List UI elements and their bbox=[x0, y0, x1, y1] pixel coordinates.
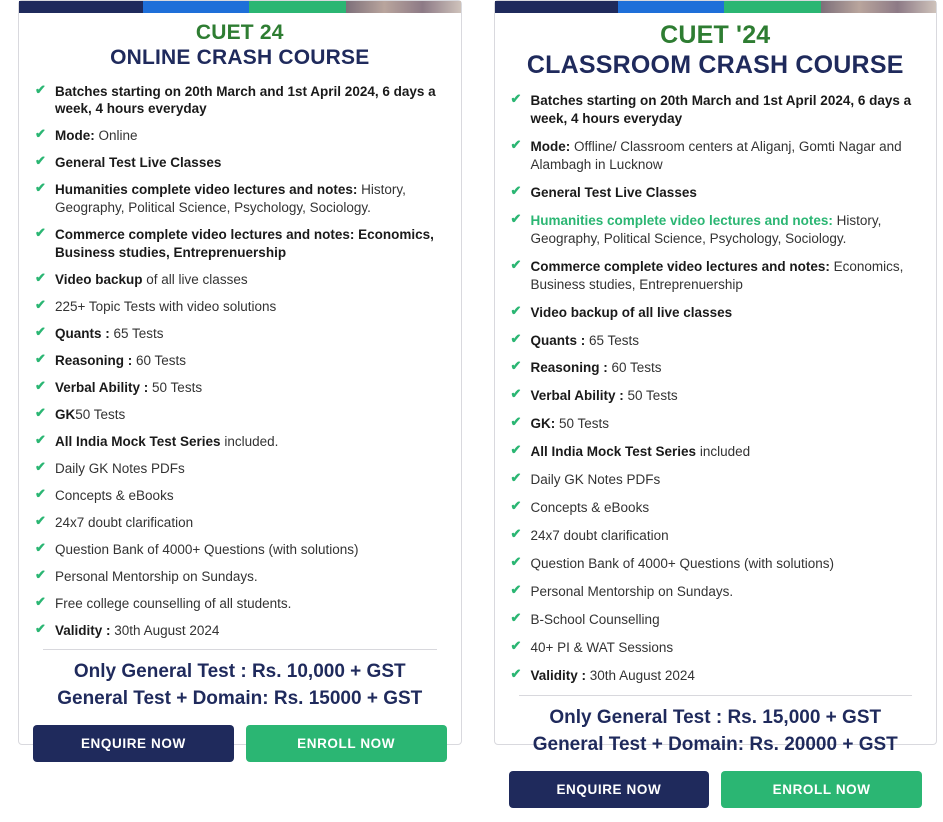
classroom-crash-course-card bbox=[494, 0, 938, 798]
check-icon: ✔ bbox=[35, 512, 46, 528]
feature-text: 40+ PI & WAT Sessions bbox=[530, 640, 674, 656]
check-icon: ✔ bbox=[510, 665, 522, 681]
feature-item bbox=[35, 622, 445, 640]
feature-label: Validity : bbox=[530, 667, 587, 683]
feature-text: Economics, Business studies, Entreprenuership bbox=[530, 258, 904, 292]
feature-list-right bbox=[495, 92, 937, 685]
feature-label: Verbal Ability : bbox=[530, 388, 624, 404]
feature-text: Daily GK Notes PDFs bbox=[530, 472, 661, 488]
feature-label: Verbal Ability : bbox=[55, 379, 149, 395]
check-icon: ✔ bbox=[510, 182, 522, 198]
feature-item bbox=[35, 406, 445, 424]
price-block-right bbox=[495, 696, 937, 765]
feature-list-left bbox=[19, 83, 461, 640]
feature-label: Humanities complete video lectures and notes: bbox=[530, 212, 833, 228]
feature-item bbox=[511, 583, 921, 601]
feature-label: Commerce complete video lectures and notes: bbox=[530, 258, 830, 274]
feature-item bbox=[35, 433, 445, 451]
check-icon: ✔ bbox=[35, 404, 46, 420]
feature-item bbox=[35, 271, 445, 289]
feature-label: GK bbox=[55, 406, 76, 422]
feature-text: 225+ Topic Tests with video solutions bbox=[55, 299, 277, 315]
check-icon: ✔ bbox=[510, 358, 522, 374]
price-line-2: General Test + Domain: Rs. 15000 + GST bbox=[57, 688, 423, 710]
feature-text: B-School Counselling bbox=[530, 612, 660, 628]
feature-item bbox=[35, 181, 445, 217]
card-title bbox=[19, 13, 461, 73]
feature-item bbox=[511, 611, 921, 629]
feature-item bbox=[511, 667, 921, 685]
feature-text: 50 Tests bbox=[75, 406, 126, 422]
feature-text: 50 Tests bbox=[555, 416, 610, 432]
banner-segment-blue bbox=[618, 1, 724, 13]
feature-item bbox=[35, 595, 445, 613]
feature-text: 65 Tests bbox=[109, 326, 164, 342]
cta-row-right bbox=[495, 765, 937, 822]
price-line-1: Only General Test : Rs. 15,000 + GST bbox=[549, 706, 882, 728]
feature-text: 24x7 doubt clarification bbox=[55, 514, 194, 530]
feature-label: Quants : bbox=[530, 332, 586, 348]
feature-item bbox=[35, 460, 445, 478]
check-icon: ✔ bbox=[510, 442, 522, 458]
feature-item bbox=[511, 527, 921, 545]
enroll-now-button[interactable]: ENROLL NOW bbox=[246, 725, 447, 762]
check-icon: ✔ bbox=[510, 498, 522, 514]
feature-label: GK: bbox=[530, 416, 556, 432]
feature-text: History, Geography, Political Science, Psychology, Sociology. bbox=[55, 182, 406, 216]
feature-item bbox=[35, 541, 445, 559]
feature-item bbox=[35, 514, 445, 532]
check-icon: ✔ bbox=[510, 386, 522, 402]
feature-item bbox=[511, 471, 921, 489]
check-icon: ✔ bbox=[35, 270, 46, 286]
check-icon: ✔ bbox=[510, 210, 522, 226]
enquire-now-button[interactable]: ENQUIRE NOW bbox=[509, 771, 710, 808]
feature-text: Concepts & eBooks bbox=[530, 500, 650, 516]
check-icon: ✔ bbox=[35, 297, 46, 313]
feature-text: Concepts & eBooks bbox=[55, 487, 174, 503]
check-icon: ✔ bbox=[35, 180, 46, 196]
feature-text: Question Bank of 4000+ Questions (with solutions) bbox=[55, 541, 359, 557]
feature-item bbox=[35, 127, 445, 145]
check-icon: ✔ bbox=[510, 302, 522, 318]
check-icon: ✔ bbox=[35, 377, 46, 393]
feature-item bbox=[511, 304, 921, 322]
banner-segment-green bbox=[249, 1, 346, 13]
check-icon: ✔ bbox=[510, 256, 522, 272]
feature-item bbox=[35, 298, 445, 316]
check-icon: ✔ bbox=[510, 526, 522, 542]
check-icon: ✔ bbox=[510, 610, 522, 626]
cta-row-left bbox=[19, 719, 461, 776]
banner-segment-navy bbox=[495, 1, 619, 13]
banner-segment-navy bbox=[19, 1, 143, 13]
feature-item bbox=[511, 258, 921, 294]
feature-text: 65 Tests bbox=[585, 332, 640, 348]
feature-item bbox=[511, 212, 921, 248]
check-icon: ✔ bbox=[35, 225, 46, 241]
feature-item bbox=[511, 359, 921, 377]
feature-text: included bbox=[696, 444, 751, 460]
check-icon: ✔ bbox=[510, 554, 522, 570]
feature-label: Mode: bbox=[55, 128, 95, 144]
check-icon: ✔ bbox=[35, 566, 46, 582]
card-title bbox=[495, 13, 937, 82]
feature-text: 50 Tests bbox=[148, 379, 203, 395]
price-line-1: Only General Test : Rs. 10,000 + GST bbox=[73, 660, 406, 682]
feature-label: Validity : bbox=[55, 622, 111, 638]
banner-segment-blue bbox=[143, 1, 249, 13]
check-icon: ✔ bbox=[35, 431, 46, 447]
feature-item bbox=[35, 226, 445, 262]
feature-label: General Test Live Classes bbox=[530, 184, 697, 200]
card-top-banner-strip bbox=[19, 1, 461, 13]
feature-text: Daily GK Notes PDFs bbox=[55, 460, 185, 476]
banner-segment-photo bbox=[346, 1, 461, 13]
feature-item bbox=[35, 379, 445, 397]
check-icon: ✔ bbox=[510, 330, 522, 346]
feature-label: Batches starting on 20th March and 1st April 2024, 6 days a week, 4 hours everyday bbox=[530, 93, 912, 126]
check-icon: ✔ bbox=[35, 81, 46, 97]
feature-label: Mode: bbox=[530, 138, 571, 154]
feature-text: 60 Tests bbox=[132, 353, 187, 369]
check-icon: ✔ bbox=[35, 153, 46, 169]
enroll-now-button[interactable]: ENROLL NOW bbox=[721, 771, 922, 808]
feature-text: History, Geography, Political Science, Psychology, Sociology. bbox=[530, 212, 882, 246]
feature-label: Batches starting on 20th March and 1st April 2024, 6 days a week, 4 hours everyday bbox=[55, 83, 436, 117]
price-line-2: General Test + Domain: Rs. 20000 + GST bbox=[532, 734, 898, 756]
feature-item bbox=[511, 387, 921, 405]
feature-item bbox=[35, 154, 445, 172]
feature-label: General Test Live Classes bbox=[55, 155, 222, 171]
check-icon: ✔ bbox=[35, 351, 46, 367]
feature-label: Humanities complete video lectures and notes: bbox=[55, 182, 358, 198]
card-title-line1: CUET 24 bbox=[195, 21, 284, 44]
feature-label: All India Mock Test Series bbox=[55, 433, 221, 449]
feature-item bbox=[511, 639, 921, 657]
feature-item bbox=[511, 555, 921, 573]
feature-text: Free college counselling of all students. bbox=[55, 595, 292, 611]
feature-item bbox=[35, 487, 445, 505]
check-icon: ✔ bbox=[510, 136, 522, 152]
card-title-line2: CLASSROOM CRASH COURSE bbox=[526, 50, 904, 79]
feature-text: 30th August 2024 bbox=[110, 622, 220, 638]
feature-text: Online bbox=[94, 128, 138, 144]
feature-text: included. bbox=[220, 433, 279, 449]
feature-item bbox=[511, 332, 921, 350]
card-title-line1: CUET '24 bbox=[660, 21, 771, 49]
check-icon: ✔ bbox=[510, 638, 522, 654]
enquire-now-button[interactable]: ENQUIRE NOW bbox=[33, 725, 234, 762]
price-block-left bbox=[19, 650, 461, 719]
feature-item bbox=[511, 184, 921, 202]
feature-item bbox=[511, 92, 921, 128]
feature-item bbox=[35, 83, 445, 119]
check-icon: ✔ bbox=[35, 593, 46, 609]
check-icon: ✔ bbox=[510, 582, 522, 598]
feature-item bbox=[511, 499, 921, 517]
feature-text: Question Bank of 4000+ Questions (with solutions) bbox=[530, 556, 835, 572]
feature-label: Video backup bbox=[55, 272, 143, 288]
feature-label: Reasoning : bbox=[530, 360, 608, 376]
feature-text: Offline/ Classroom centers at Aliganj, Gomti Nagar and Alambagh in Lucknow bbox=[530, 138, 902, 172]
check-icon: ✔ bbox=[510, 91, 522, 106]
feature-text: 30th August 2024 bbox=[586, 667, 695, 683]
check-icon: ✔ bbox=[35, 458, 46, 474]
banner-segment-green bbox=[724, 1, 821, 13]
feature-label: Commerce complete video lectures and notes: Economics, Business studies, Entreprenuership bbox=[55, 227, 434, 261]
feature-item bbox=[35, 352, 445, 370]
card-title-line2: ONLINE CRASH COURSE bbox=[110, 45, 370, 69]
banner-segment-photo bbox=[821, 1, 936, 13]
check-icon: ✔ bbox=[510, 470, 522, 486]
check-icon: ✔ bbox=[35, 620, 46, 636]
feature-text: 60 Tests bbox=[607, 360, 662, 376]
check-icon: ✔ bbox=[35, 485, 46, 501]
feature-text: of all live classes bbox=[142, 272, 248, 288]
feature-text: 50 Tests bbox=[623, 388, 678, 404]
feature-text: Personal Mentorship on Sundays. bbox=[530, 584, 734, 600]
feature-text: Personal Mentorship on Sundays. bbox=[55, 568, 258, 584]
online-crash-course-card bbox=[18, 0, 462, 751]
check-icon: ✔ bbox=[35, 539, 46, 555]
feature-label: Quants : bbox=[55, 326, 110, 342]
feature-label: Video backup of all live classes bbox=[530, 304, 733, 320]
feature-text: 24x7 doubt clarification bbox=[530, 528, 669, 544]
feature-item bbox=[35, 568, 445, 586]
check-icon: ✔ bbox=[510, 414, 522, 430]
feature-label: All India Mock Test Series bbox=[530, 444, 697, 460]
feature-item bbox=[511, 415, 921, 433]
feature-label: Reasoning : bbox=[55, 353, 133, 369]
feature-item bbox=[511, 443, 921, 461]
card-top-banner-strip bbox=[495, 1, 937, 13]
feature-item bbox=[35, 325, 445, 343]
check-icon: ✔ bbox=[35, 324, 46, 340]
feature-item bbox=[511, 138, 921, 174]
check-icon: ✔ bbox=[35, 126, 46, 142]
